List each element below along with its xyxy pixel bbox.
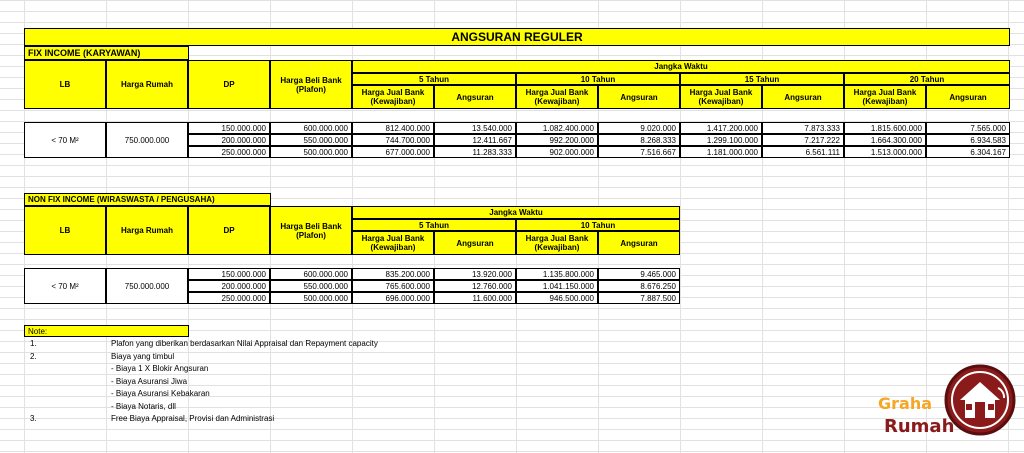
note-number: 3. — [30, 414, 37, 423]
harga-beli-bank-header — [270, 206, 352, 255]
value-cell: 11.283.333 — [434, 146, 516, 158]
note-text: Plafon yang diberikan berdasarkan Nilai Appraisal dan Repayment capacity — [111, 339, 378, 348]
value-cell: 12.411.667 — [434, 134, 516, 146]
value-cell: 7.217.222 — [762, 134, 844, 146]
harga-jual-bank-header — [352, 85, 434, 109]
angsuran-header: Angsuran — [598, 85, 680, 109]
term-header-2: 15 Tahun — [680, 73, 844, 85]
kewajiban-label: (Kewajiban) — [534, 243, 580, 252]
angsuran-header: Angsuran — [926, 85, 1010, 109]
term-header-3: 20 Tahun — [844, 73, 1010, 85]
value-cell: 902.000.000 — [516, 146, 598, 158]
note-label: Note: — [24, 325, 189, 337]
value-cell: 992.200.000 — [516, 134, 598, 146]
angsuran-header: Angsuran — [434, 85, 516, 109]
harga-jual-bank-label: Harga Jual Bank — [525, 88, 589, 97]
jangka-waktu-header: Jangka Waktu — [352, 206, 680, 219]
lb-header: LB — [24, 206, 106, 255]
dp-header: DP — [188, 60, 270, 109]
nonfix-section-label: NON FIX INCOME (WIRASWASTA / PENGUSAHA) — [24, 193, 271, 206]
value-cell: 1.135.800.000 — [516, 268, 598, 280]
harga-jual-bank-header — [844, 85, 926, 109]
harga-beli-bank-label: Harga Beli Bank — [280, 221, 342, 231]
plafon-cell: 600.000.000 — [270, 268, 352, 280]
value-cell: 1.181.000.000 — [680, 146, 762, 158]
harga-jual-bank-label: Harga Jual Bank — [361, 234, 425, 243]
value-cell: 7.873.333 — [762, 122, 844, 134]
value-cell: 835.200.000 — [352, 268, 434, 280]
value-cell: 13.540.000 — [434, 122, 516, 134]
plafon-label: (Plafon) — [296, 84, 326, 94]
fix-section-label: FIX INCOME (KARYAWAN) — [24, 46, 189, 60]
value-cell: 12.760.000 — [434, 280, 516, 292]
plafon-cell: 550.000.000 — [270, 280, 352, 292]
note-text: Biaya yang timbul — [111, 351, 175, 361]
value-cell: 9.020.000 — [598, 122, 680, 134]
value-cell: 1.299.100.000 — [680, 134, 762, 146]
dp-cell: 150.000.000 — [188, 268, 270, 280]
harga-jual-bank-label: Harga Jual Bank — [525, 234, 589, 243]
value-cell: 13.920.000 — [434, 268, 516, 280]
plafon-cell: 550.000.000 — [270, 134, 352, 146]
value-cell: 7.516.667 — [598, 146, 680, 158]
dp-cell: 250.000.000 — [188, 146, 270, 158]
plafon-cell: 600.000.000 — [270, 122, 352, 134]
dp-cell: 250.000.000 — [188, 292, 270, 304]
note-text: - Biaya Notaris, dll — [111, 401, 176, 411]
kewajiban-label: (Kewajiban) — [862, 97, 908, 106]
value-cell: 7.565.000 — [926, 122, 1010, 134]
harga-rumah-header: Harga Rumah — [106, 206, 188, 255]
value-cell: 6.561.111 — [762, 146, 844, 158]
harga-jual-bank-label: Harga Jual Bank — [853, 88, 917, 97]
harga-beli-bank-label: Harga Beli Bank — [280, 75, 342, 85]
value-cell: 11.600.000 — [434, 292, 516, 304]
dp-cell: 200.000.000 — [188, 280, 270, 292]
kewajiban-label: (Kewajiban) — [698, 97, 744, 106]
value-cell: 946.500.000 — [516, 292, 598, 304]
value-cell: 812.400.000 — [352, 122, 434, 134]
value-cell: 696.000.000 — [352, 292, 434, 304]
angsuran-header: Angsuran — [598, 231, 680, 255]
sheet-title: ANGSURAN REGULER — [24, 28, 1010, 46]
harga-beli-bank-header — [270, 60, 352, 109]
lb-value: < 70 M² — [24, 268, 106, 304]
term-header-0: 5 Tahun — [352, 73, 516, 85]
harga-rumah-header: Harga Rumah — [106, 60, 188, 109]
value-cell: 8.268.333 — [598, 134, 680, 146]
angsuran-header: Angsuran — [762, 85, 844, 109]
lb-header: LB — [24, 60, 106, 109]
harga-rumah-value: 750.000.000 — [106, 122, 188, 158]
harga-jual-bank-header — [352, 231, 434, 255]
logo-line1: Graha — [878, 394, 933, 413]
note-text: Free Biaya Appraisal, Provisi dan Administrasi — [111, 414, 275, 423]
dp-header: DP — [188, 206, 270, 255]
value-cell: 7.887.500 — [598, 292, 680, 304]
value-cell: 1.041.150.000 — [516, 280, 598, 292]
kewajiban-label: (Kewajiban) — [534, 97, 580, 106]
value-cell: 765.600.000 — [352, 280, 434, 292]
note-number: 2. — [30, 351, 37, 361]
lb-value: < 70 M² — [24, 122, 106, 158]
note-text: - Biaya 1 X Blokir Angsuran — [111, 364, 209, 373]
plafon-cell: 500.000.000 — [270, 292, 352, 304]
dp-cell: 150.000.000 — [188, 122, 270, 134]
value-cell: 1.664.300.000 — [844, 134, 926, 146]
harga-jual-bank-header — [516, 85, 598, 109]
value-cell: 1.513.000.000 — [844, 146, 926, 158]
term-header-1: 10 Tahun — [516, 219, 680, 231]
value-cell: 6.934.583 — [926, 134, 1010, 146]
value-cell: 1.417.200.000 — [680, 122, 762, 134]
logo-line2: Rumah — [884, 416, 955, 437]
plafon-label: (Plafon) — [296, 230, 326, 240]
harga-rumah-value: 750.000.000 — [106, 268, 188, 304]
value-cell: 1.815.600.000 — [844, 122, 926, 134]
house-icon — [942, 362, 1018, 438]
plafon-cell: 500.000.000 — [270, 146, 352, 158]
dp-cell: 200.000.000 — [188, 134, 270, 146]
kewajiban-label: (Kewajiban) — [370, 97, 416, 106]
harga-jual-bank-label: Harga Jual Bank — [689, 88, 753, 97]
term-header-1: 10 Tahun — [516, 73, 680, 85]
value-cell: 1.082.400.000 — [516, 122, 598, 134]
value-cell: 677.000.000 — [352, 146, 434, 158]
value-cell: 9.465.000 — [598, 268, 680, 280]
angsuran-header: Angsuran — [434, 231, 516, 255]
harga-jual-bank-label: Harga Jual Bank — [361, 88, 425, 97]
value-cell: 6.304.167 — [926, 146, 1010, 158]
value-cell: 8.676.250 — [598, 280, 680, 292]
term-header-0: 5 Tahun — [352, 219, 516, 231]
kewajiban-label: (Kewajiban) — [370, 243, 416, 252]
harga-jual-bank-header — [516, 231, 598, 255]
note-text: - Biaya Asuransi Jiwa — [111, 376, 188, 386]
value-cell: 744.700.000 — [352, 134, 434, 146]
jangka-waktu-header: Jangka Waktu — [352, 60, 1010, 73]
note-number: 1. — [30, 339, 37, 348]
note-text: - Biaya Asuransi Kebakaran — [111, 389, 210, 398]
harga-jual-bank-header — [680, 85, 762, 109]
